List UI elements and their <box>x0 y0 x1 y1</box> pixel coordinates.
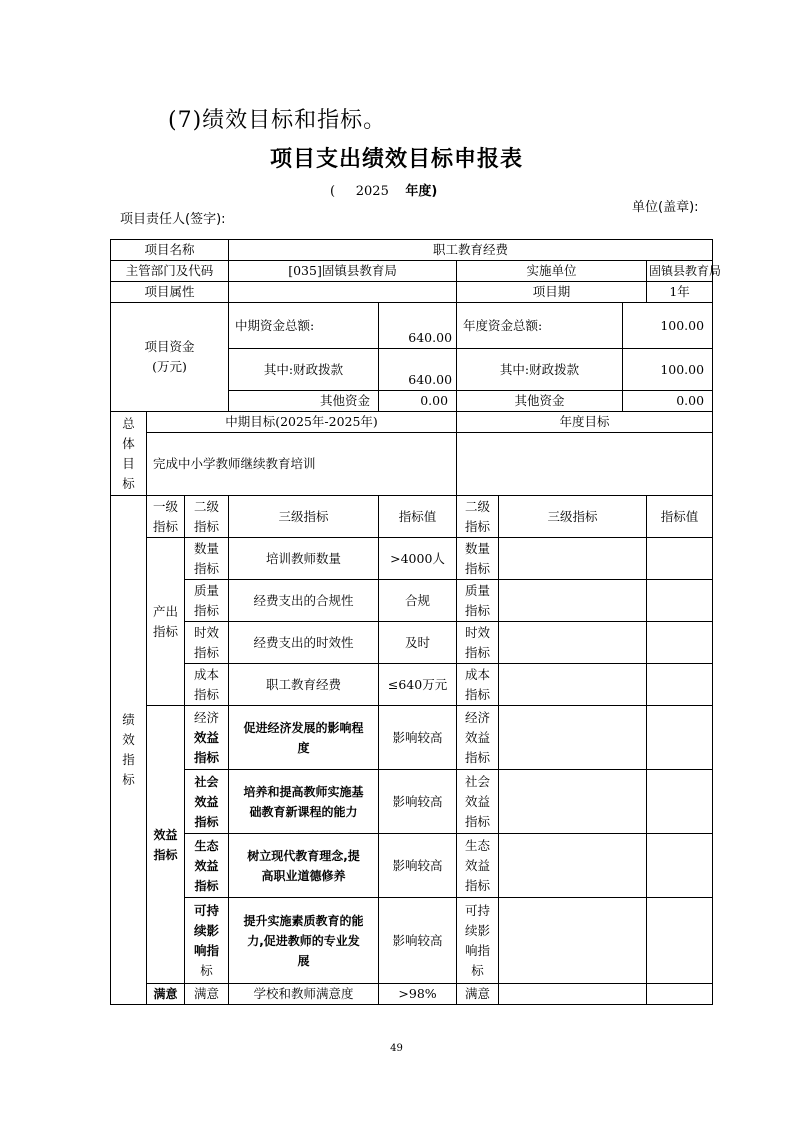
rl2-line: 效益 <box>465 857 491 873</box>
l2-line: 指标 <box>194 644 220 660</box>
l2-line: 经济 <box>194 709 220 725</box>
goal-label-char-1: 总 <box>122 415 135 431</box>
benefit-value: 影响较高 <box>379 898 457 984</box>
indicators-side-label <box>111 496 147 1005</box>
satisfaction-right-level3 <box>499 984 647 1005</box>
benefit-level2 <box>185 770 229 834</box>
unit-seal-label: 单位(盖章): <box>632 200 699 215</box>
rl2-line: 指标 <box>465 686 491 702</box>
header-level2-line1: 二级 <box>194 498 220 514</box>
header-value: 指标值 <box>379 496 457 538</box>
satisfaction-value: >98% <box>379 984 457 1005</box>
benefit-level2 <box>185 834 229 898</box>
satisfaction-level1: 满意 <box>147 984 185 1005</box>
output-value: 及时 <box>379 622 457 664</box>
l3-line: 高职业道德修养 <box>261 868 346 883</box>
header-level2-line2: 指标 <box>194 518 220 534</box>
output-value: ≤640万元 <box>379 664 457 706</box>
department-value: [035]固镇县教育局 <box>229 261 457 282</box>
output-right-level2 <box>457 622 499 664</box>
output-right-level3 <box>499 622 647 664</box>
l2-line: 效益 <box>194 794 219 809</box>
satisfaction-right-value <box>647 984 713 1005</box>
performance-target-table <box>110 239 722 1005</box>
benefit-level3 <box>229 770 379 834</box>
year-fiscal-value: 100.00 <box>623 349 713 391</box>
output-level2 <box>185 622 229 664</box>
project-name-label: 项目名称 <box>111 240 229 261</box>
output-level3: 培训教师数量 <box>229 538 379 580</box>
output-indicator-label <box>147 538 185 706</box>
benefit-row <box>111 770 713 834</box>
rl2-line: 社会 <box>465 773 491 789</box>
output-row <box>111 622 713 664</box>
l2-line: 时效 <box>194 624 220 640</box>
year-goal-text <box>457 433 713 496</box>
rl2-line: 响指 <box>465 942 491 958</box>
benefit-right-level3 <box>499 834 647 898</box>
header-right-level3: 三级指标 <box>499 496 647 538</box>
mid-fiscal-value: 640.00 <box>379 349 457 391</box>
funds-label-2: (万元) <box>152 359 187 374</box>
rl2-line: 指标 <box>465 560 491 576</box>
l2-line: 续影 <box>194 922 220 938</box>
benefit-value: 影响较高 <box>379 706 457 770</box>
l2-line: 指标 <box>194 814 219 829</box>
page-number: 49 <box>390 1043 403 1054</box>
rl2-line: 指标 <box>465 813 491 829</box>
rl2-line: 效益 <box>465 793 491 809</box>
benefit-right-level2 <box>457 834 499 898</box>
l2-line: 标 <box>200 962 213 978</box>
mid-other-value: 0.00 <box>379 391 457 412</box>
row-attribute <box>111 282 713 303</box>
l2-line: 效益 <box>194 729 220 745</box>
output-right-level2 <box>457 664 499 706</box>
l2-line: 可持 <box>194 902 220 918</box>
row-goal-content <box>111 433 713 496</box>
l2-line: 质量 <box>194 582 220 598</box>
row-goal-header <box>111 412 713 433</box>
project-name-value: 职工教育经费 <box>229 240 713 261</box>
benefit-row <box>111 834 713 898</box>
output-value: 合规 <box>379 580 457 622</box>
project-attribute-value <box>229 282 457 303</box>
rl2-line: 指标 <box>465 877 491 893</box>
benefit-right-value <box>647 770 713 834</box>
satisfaction-right-level2: 满意 <box>457 984 499 1005</box>
overall-goal-label <box>111 412 147 496</box>
row-indicator-header <box>111 496 713 538</box>
output-row <box>111 580 713 622</box>
output-row <box>111 538 713 580</box>
output-right-level3 <box>499 538 647 580</box>
rl2-line: 指标 <box>465 602 491 618</box>
output-right-value <box>647 538 713 580</box>
year-goal-header: 年度目标 <box>457 412 713 433</box>
output-level2 <box>185 664 229 706</box>
output-right-level2 <box>457 580 499 622</box>
rl2-line: 数量 <box>465 540 491 556</box>
project-funds-label <box>111 303 229 412</box>
output-right-level3 <box>499 580 647 622</box>
l2-line: 指标 <box>194 560 220 576</box>
header-right-level2-line1: 二级 <box>465 498 491 514</box>
rl2-line: 可持 <box>465 902 491 918</box>
rl2-line: 时效 <box>465 624 491 640</box>
benefit-right-value <box>647 834 713 898</box>
mid-other-label: 其他资金 <box>229 391 379 412</box>
rl2-line: 续影 <box>465 922 491 938</box>
l3-line: 提升实施素质教育的能 <box>243 913 364 928</box>
satisfaction-level3: 学校和教师满意度 <box>229 984 379 1005</box>
benefit-label-line1: 效益 <box>153 827 178 842</box>
l2-line: 指标 <box>194 686 220 702</box>
output-level2 <box>185 580 229 622</box>
l2-line: 成本 <box>194 666 220 682</box>
l2-line: 指标 <box>194 602 220 618</box>
benefit-level3 <box>229 834 379 898</box>
l3-line: 培养和提高教师实施基 <box>243 784 364 799</box>
benefit-right-value <box>647 898 713 984</box>
rl2-line: 经济 <box>465 709 491 725</box>
benefit-level2 <box>185 898 229 984</box>
rl2-line: 指标 <box>465 749 491 765</box>
benefit-level3 <box>229 898 379 984</box>
l2-line: 数量 <box>194 540 220 556</box>
header-right-level2 <box>457 496 499 538</box>
project-period-label: 项目期 <box>457 282 647 303</box>
output-row <box>111 664 713 706</box>
output-level3: 经费支出的合规性 <box>229 580 379 622</box>
l2-line: 生态 <box>194 838 219 853</box>
project-period-value: 1年 <box>647 282 713 303</box>
year-other-value: 0.00 <box>623 391 713 412</box>
output-right-value <box>647 580 713 622</box>
year-line <box>330 180 437 199</box>
funds-label-1: 项目资金 <box>144 339 195 354</box>
output-right-level3 <box>499 664 647 706</box>
rl2-line: 标 <box>471 962 484 978</box>
benefit-label-line2: 指标 <box>153 847 178 862</box>
l2-line: 效益 <box>194 858 219 873</box>
benefit-right-value <box>647 706 713 770</box>
goal-label-char-2: 体 <box>122 435 135 451</box>
rl2-line: 指标 <box>465 644 491 660</box>
department-label: 主管部门及代码 <box>111 261 229 282</box>
year-total-label: 年度资金总额: <box>457 303 623 349</box>
year-open: ( <box>330 184 336 199</box>
l3-line: 树立现代教育理念,提 <box>247 848 360 863</box>
header-level3: 三级指标 <box>229 496 379 538</box>
l3-line: 础教育新课程的能力 <box>249 804 358 819</box>
output-value: >4000人 <box>379 538 457 580</box>
benefit-right-level3 <box>499 770 647 834</box>
benefit-row <box>111 706 713 770</box>
mid-total-value: 640.00 <box>379 303 457 349</box>
rl2-line: 成本 <box>465 666 491 682</box>
year-total-value: 100.00 <box>623 303 713 349</box>
benefit-right-level2 <box>457 770 499 834</box>
responsible-signature-label: 项目责任人(签字): <box>120 212 226 227</box>
header-right-level2-line2: 指标 <box>465 518 491 534</box>
satisfaction-row <box>111 984 713 1005</box>
output-level3: 职工教育经费 <box>229 664 379 706</box>
header-level1-line2: 指标 <box>152 518 178 534</box>
l2-line: 指标 <box>194 878 219 893</box>
benefit-value: 影响较高 <box>379 770 457 834</box>
benefit-right-level2 <box>457 898 499 984</box>
row-funds-total <box>111 303 713 349</box>
output-label-line1: 产出 <box>152 603 178 619</box>
year-value: 2025 <box>355 184 389 199</box>
l3-line: 度 <box>297 740 310 755</box>
output-level3: 经费支出的时效性 <box>229 622 379 664</box>
document-title: 项目支出绩效目标申报表 <box>269 147 523 172</box>
side-label-char-4: 标 <box>122 772 135 787</box>
l2-line: 社会 <box>194 774 219 789</box>
benefit-indicator-label <box>147 706 185 984</box>
implementing-unit-label: 实施单位 <box>457 261 647 282</box>
benefit-level2 <box>185 706 229 770</box>
output-right-value <box>647 622 713 664</box>
implementing-unit-value: 固镇县教育局 <box>647 261 713 282</box>
year-fiscal-label: 其中:财政拨款 <box>457 349 623 391</box>
benefit-right-level3 <box>499 706 647 770</box>
section-heading: (7)绩效目标和指标。 <box>168 108 387 133</box>
mid-total-label: 中期资金总额: <box>229 303 379 349</box>
benefit-level3 <box>229 706 379 770</box>
l2-line: 响指 <box>194 942 220 958</box>
side-label-char-3: 指 <box>122 752 135 767</box>
year-other-label: 其他资金 <box>457 391 623 412</box>
side-label-char-1: 绩 <box>122 712 135 727</box>
rl2-line: 效益 <box>465 729 491 745</box>
side-label-char-2: 效 <box>122 732 135 747</box>
project-attribute-label: 项目属性 <box>111 282 229 303</box>
year-label: 年度) <box>405 184 438 199</box>
row-project-name <box>111 240 713 261</box>
benefit-right-level3 <box>499 898 647 984</box>
l2-line: 指标 <box>194 749 220 765</box>
satisfaction-level2: 满意 <box>185 984 229 1005</box>
l3-line: 力,促进教师的专业发 <box>247 933 360 948</box>
rl2-line: 生态 <box>465 837 491 853</box>
l3-line: 促进经济发展的影响程 <box>243 720 364 735</box>
output-label-line2: 指标 <box>152 623 178 639</box>
rl2-line: 质量 <box>465 582 491 598</box>
row-department <box>111 261 713 282</box>
mid-fiscal-label: 其中:财政拨款 <box>229 349 379 391</box>
mid-goal-header: 中期目标(2025年-2025年) <box>147 412 457 433</box>
goal-label-char-3: 目 <box>122 455 135 471</box>
header-right-value: 指标值 <box>647 496 713 538</box>
mid-goal-text: 完成中小学教师继续教育培训 <box>147 433 457 496</box>
header-level1-line1: 一级 <box>152 498 178 514</box>
benefit-row <box>111 898 713 984</box>
l3-line: 展 <box>297 953 310 968</box>
output-right-level2 <box>457 538 499 580</box>
header-level1 <box>147 496 185 538</box>
output-level2 <box>185 538 229 580</box>
goal-label-char-4: 标 <box>122 475 135 491</box>
header-level2 <box>185 496 229 538</box>
output-right-value <box>647 664 713 706</box>
benefit-value: 影响较高 <box>379 834 457 898</box>
benefit-right-level2 <box>457 706 499 770</box>
